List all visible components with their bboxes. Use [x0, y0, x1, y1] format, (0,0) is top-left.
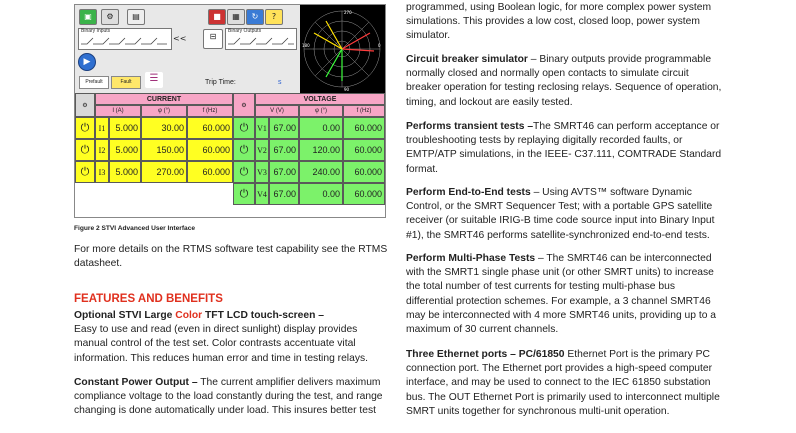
- current-col-header: φ (°): [141, 105, 187, 117]
- eth-body: Ethernet Port is the primary PC connection port. The Ethernet port provides a high-speed computer interface, and may be used to connect to the IEC 61850 substation bus. The OUT Ethernet Port is primarily used to interconnect multiple SMRT units together for synchronous multi-unit operation.: [406, 349, 720, 417]
- binary-outputs-label: Binary Outputs: [228, 28, 262, 34]
- lcd-section: [74, 309, 392, 366]
- voltage-power-icon[interactable]: ⏻: [233, 139, 255, 161]
- voltage-power-icon[interactable]: ⏻: [233, 183, 255, 205]
- current-settings-icon[interactable]: ⚙: [75, 93, 95, 117]
- menu-lines-icon[interactable]: ☰: [145, 72, 163, 88]
- voltage-channel-id: V3: [255, 161, 269, 183]
- current-phase-value[interactable]: 30.00: [141, 117, 187, 139]
- eth-title: Three Ethernet ports – PC/61850: [406, 349, 565, 360]
- mp-title: Perform Multi-Phase Tests: [406, 253, 536, 264]
- current-phase-value[interactable]: 150.00: [141, 139, 187, 161]
- voltage-col-header: φ (°): [299, 105, 343, 117]
- cpo-title: Constant Power Output –: [74, 377, 198, 388]
- lcd-title-b: TFT LCD touch-screen –: [202, 310, 325, 321]
- current-amp-value[interactable]: 5.000: [109, 117, 141, 139]
- cpo-body: The current amplifier delivers maximum compliance voltage to the load constantly during the test, and range changing is done automatically under load. This insures better test: [74, 377, 383, 417]
- voltage-settings-icon[interactable]: ⚙: [233, 93, 255, 117]
- voltage-freq-value[interactable]: 60.000: [343, 139, 385, 161]
- voltage-channel-id: V2: [255, 139, 269, 161]
- disk-icon[interactable]: ▦: [227, 9, 245, 25]
- cbs-section: [406, 53, 722, 110]
- current-col-header: I (A): [95, 105, 141, 117]
- intro-paragraph: programmed, using Boolean logic, for more complex power system simulations. This provides a low cost, closed loop, power system simulator.: [406, 2, 712, 42]
- stvi-toolbar: [75, 5, 385, 93]
- voltage-channel-id: V4: [255, 183, 269, 205]
- binary-outputs-panel[interactable]: [225, 28, 297, 50]
- stvi-screenshot-figure: [74, 4, 386, 218]
- voltage-channel-id: V1: [255, 117, 269, 139]
- figure-caption: Figure 2 STVI Advanced User Interface: [74, 225, 196, 232]
- binary-inputs-label: Binary Inputs: [81, 28, 111, 34]
- fault-button[interactable]: Fault: [111, 76, 141, 89]
- voltage-freq-value[interactable]: 60.000: [343, 117, 385, 139]
- current-freq-value[interactable]: 60.000: [187, 161, 233, 183]
- e2e-body: – Using AVTS™ software Dynamic Control, or the SMRT Sequencer Test; with a portable GPS satellite receiver (or suitable IRIG-B time code source input into Binary Input #1), the SMRT46 performs satellite-synchronized end-to-end tests.: [406, 187, 715, 241]
- voltage-amp-value[interactable]: 67.00: [269, 117, 299, 139]
- voltage-phase-value[interactable]: 0.00: [299, 183, 343, 205]
- lcd-body: Easy to use and read (even in direct sunlight) display provides manual control of the test set. Color contrasts accentuate vital information. This reduces human error and time in testing relays.: [74, 324, 368, 364]
- more-details-paragraph: For more details on the RTMS software test capability see the RTMS datasheet.: [74, 244, 388, 270]
- trip-time-unit: s: [278, 79, 282, 86]
- lcd-title-a: Optional STVI Large: [74, 310, 176, 321]
- voltage-power-icon[interactable]: ⏻: [233, 117, 255, 139]
- polar-label-left: 180: [302, 43, 310, 48]
- meter-icon[interactable]: ▣: [79, 9, 97, 25]
- current-channel-id: I2: [95, 139, 109, 161]
- mp-body: – The SMRT46 can be interconnected with the SMRT1 single phase unit (or other SMRT units) to increase the total number of test currents for testing multi-phase bus differential protection schemes. For example, a 3 channel SMRT46 may be interconnected with 4 more SMRT46 units, providing up to a maximum of 30 current channels.: [406, 253, 717, 336]
- phasor-diagram: [300, 5, 385, 93]
- voltage-freq-value[interactable]: 60.000: [343, 161, 385, 183]
- polar-label-right: 0: [378, 43, 381, 48]
- constant-power-section: [74, 376, 392, 419]
- collapse-label: <<: [173, 34, 187, 43]
- voltage-amp-value[interactable]: 67.00: [269, 139, 299, 161]
- help-label: ?: [271, 12, 277, 21]
- voltage-col-header: f (Hz): [343, 105, 385, 117]
- current-amp-value[interactable]: 5.000: [109, 161, 141, 183]
- voltage-phase-value[interactable]: 0.00: [299, 117, 343, 139]
- voltage-amp-value[interactable]: 67.00: [269, 183, 299, 205]
- current-freq-value[interactable]: 60.000: [187, 117, 233, 139]
- cbs-body: – Binary outputs provide programmable normally closed and normally open contacts to simulate circuit breaker operation for testing reclosing relays. Sequence of operation, timing, and lockout are easily tested.: [406, 54, 722, 108]
- binary-inputs-switches-icon: [81, 35, 169, 47]
- current-amp-value[interactable]: 5.000: [109, 139, 141, 161]
- voltage-phase-value[interactable]: 240.00: [299, 161, 343, 183]
- settings-icon[interactable]: ⚙: [101, 9, 119, 25]
- pt-body: The SMRT46 can perform acceptance or troubleshooting tests by replaying digitally recorded faults, or EMTP/ATP simulations, in the IEEE- C37.111, COMTRADE Standard format.: [406, 121, 722, 175]
- binary-inputs-panel[interactable]: [78, 28, 172, 50]
- polar-label-top: 270: [344, 10, 352, 15]
- end-to-end-section: [406, 186, 722, 243]
- phasor-polar-plot: [300, 5, 385, 93]
- current-col-header: f (Hz): [187, 105, 233, 117]
- refresh-icon[interactable]: ↻: [246, 9, 264, 25]
- voltage-header: VOLTAGE: [255, 93, 385, 105]
- ethernet-section: [406, 348, 722, 419]
- play-icon[interactable]: ▶: [78, 53, 96, 71]
- features-heading: FEATURES AND BENEFITS: [74, 293, 223, 305]
- record-icon[interactable]: ■: [208, 9, 226, 25]
- binary-outputs-switches-icon: [228, 35, 294, 47]
- transient-section: [406, 120, 722, 177]
- trip-time-label: Trip Time:: [205, 79, 236, 86]
- voltage-phase-value[interactable]: 120.00: [299, 139, 343, 161]
- current-freq-value[interactable]: 60.000: [187, 139, 233, 161]
- e2e-title: Perform End-to-End tests: [406, 187, 531, 198]
- current-power-icon[interactable]: ⏻: [75, 139, 95, 161]
- voltage-amp-value[interactable]: 67.00: [269, 161, 299, 183]
- current-power-icon[interactable]: ⏻: [75, 161, 95, 183]
- current-power-icon[interactable]: ⏻: [75, 117, 95, 139]
- voltage-freq-value[interactable]: 60.000: [343, 183, 385, 205]
- pt-title: Performs transient tests –: [406, 121, 534, 132]
- current-channel-id: I3: [95, 161, 109, 183]
- panel-icon[interactable]: ▤: [127, 9, 145, 25]
- current-channel-id: I1: [95, 117, 109, 139]
- polar-label-bottom: 90: [344, 87, 350, 92]
- voltage-power-icon[interactable]: ⏻: [233, 161, 255, 183]
- lcd-title-color: Color: [175, 310, 203, 321]
- voltage-col-header: V (V): [255, 105, 299, 117]
- current-phase-value[interactable]: 270.00: [141, 161, 187, 183]
- multi-phase-section: [406, 252, 722, 337]
- collapse-icon[interactable]: [173, 32, 185, 46]
- cbs-title: Circuit breaker simulator: [406, 54, 528, 65]
- help-icon[interactable]: [265, 9, 283, 25]
- breaker-icon[interactable]: ⊟: [203, 29, 223, 49]
- current-header: CURRENT: [95, 93, 233, 105]
- prefault-button[interactable]: Prefault: [79, 76, 109, 89]
